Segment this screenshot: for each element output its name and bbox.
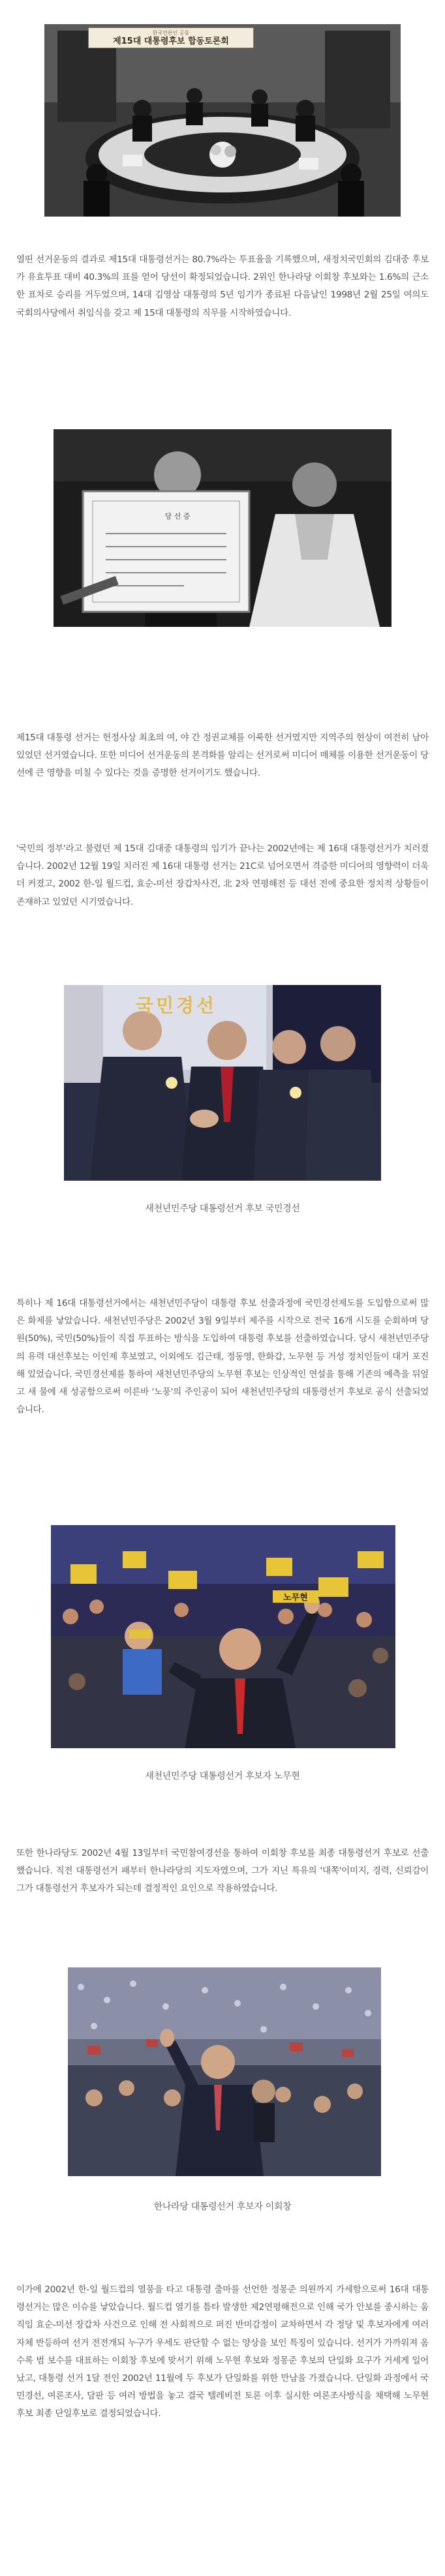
debate-banner (88, 27, 254, 48)
lee-photo (68, 1967, 381, 2176)
roh-photo (51, 1525, 395, 1748)
paragraph-6: 이가에 2002년 한-일 월드컵의 열풍을 타고 대통령 출마를 선언한 정몽준 의원까지 가세함으로써 16대 대통령선거는 많은 이슈를 낳았습니다. 월드컵 열기를 틈타 발생한 제2연평해전으로 인해 국가 안보를 중시하는 움직임 효순-미선 장갑차 사건으로 인해 전 사회적으로 퍼진 반미감정이 교차하면서 각 정당 및 후보자에게 여러 자체 반등하여 선거 전전개되 누구가 우세도 판단할 수 없는 양상을 보인 특징이 있습니다. 선거가 가까워져 옴수록 범 보수를 대표하는 이회창 후보에 맞서기 위해 노무현 후보와 정몽준 후보의 단일화 요구가 거세게 일어났고, 대통령 선거 1달 전인 2002년 11월에 두 후보가 단일화를 위한 만남을 가졌습니다. 단일화 과정에서 국민경선, 여론조사, 담판 등 여러 방법을 놓고 결국 텔레비전 토론 이후 실시한 여론조사방식을 채택해 노무현 후보 최종 단일후보로 결정되었습니다. (16, 2284, 429, 2419)
paragraph-4: 특히나 제 16대 대통령선거에서는 새천년민주당이 대통령 후보 선출과정에 국민경선제도를 도입함으로써 많은 화제를 낳았습니다. 새천년민주당은 2002년 3월 9일부터 제주를 시작으로 전국 16개 시도를 순회하며 당원(50%), 국민(50%)들이 직접 투표하는 방식을 도입하여 대통령 후보를 선출하였습니다. 당시 새천년민주당의 유력 대선후보는 이인제 후보였고, 이외에도 김근태, 정동영, 한화갑, 노무현 등 거성 정치인들이 대거 포진해 있었습니다. 국민경선제를 통하여 새천년민주당의 노무현 후보는 인상적인 연설을 통해 기존의 예측을 뒤엎고 새 물에 새 성공함으로써 이른바 '노풍'의 주인공이 되어 새천년민주당의 대통령선거 후보로 공식 선출되었습니다. (16, 1298, 429, 1416)
paragraph-1: 열띤 선거운동의 결과로 제15대 대통령선거는 80.7%라는 투표율을 기록했으며, 새정치국민회의 김대중 후보가 유효투표 대비 40.3%의 표를 얻어 당선이 확정되었습니다. 2위인 한나라당 이회창 후보와는 1.6%의 근소한 표차로 승리를 거두었으며, 14대 김영삼 대통령의 5년 임기가 종료된 다음날인 1998년 2월 25일 여의도 국회의사당에서 취임식을 갖고 제 15대 대통령의 직무를 시작하였습니다. (16, 254, 429, 318)
paragraph-2: 제15대 대통령 선거는 헌정사상 최초의 여, 야 간 정권교체를 이룩한 선거였지만 지역주의 현상이 여전히 남아있었던 선거였습니다. 또한 미디어 선거운동의 본격화를 알리는 선거로써 미디어 매체를 이용한 선거운동이 당선에 큰 영향을 미칠 수 있다는 것을 증명한 선거이기도 했습니다. (16, 733, 429, 779)
primary-caption: 새천년민주당 대통령선거 후보 국민경선 (145, 1204, 300, 1214)
lee-caption: 한나라당 대통령선거 후보자 이회창 (153, 2202, 292, 2212)
debate-banner-sub: 한국언론인 공동 (152, 30, 190, 36)
certificate-doc-title: 당 선 증 (164, 512, 191, 521)
paragraph-3: '국민의 정부'라고 불렸던 제 15대 김대중 대통령의 임기가 끝나는 2002년에는 제 16대 대통령선거가 치러졌습니다. 2002년 12월 19일 치러진 제 16대 대통령 선거는 21C로 넘어오면서 격증한 미디어의 영향력이 더욱더 커졌고, 2002 한-일 월드컵, 효순-미선 장갑차사건, 北 2차 연평해전 등 대선 전에 중요한 정치적 상황들이 존재하고 있었던 시기였습니다. (16, 843, 429, 907)
certificate-photo (54, 429, 391, 627)
debate-photo (44, 24, 401, 217)
paragraph-5: 또한 한나라당도 2002년 4월 13일부터 국민참여경선을 통하여 이회창 후보를 최종 대통령선거 후보로 선출했습니다. 직전 대통령선거 패부터 한나라당의 지도자였으며, 그가 지닌 특유의 '대쪽'이미지, 경력, 신뢰감이 그가 대통령선거 후보자가 되는데 결정적인 요인으로 작용하였습니다. (16, 1848, 429, 1894)
primary-backdrop-text: 국민경선 (135, 995, 217, 1016)
roh-caption: 새천년민주당 대통령선거 후보자 노무현 (145, 1771, 300, 1781)
debate-banner-title: 제15대 대통령후보 합동토론회 (113, 37, 229, 46)
roh-crowd-sign: 노무현 (273, 1590, 318, 1603)
